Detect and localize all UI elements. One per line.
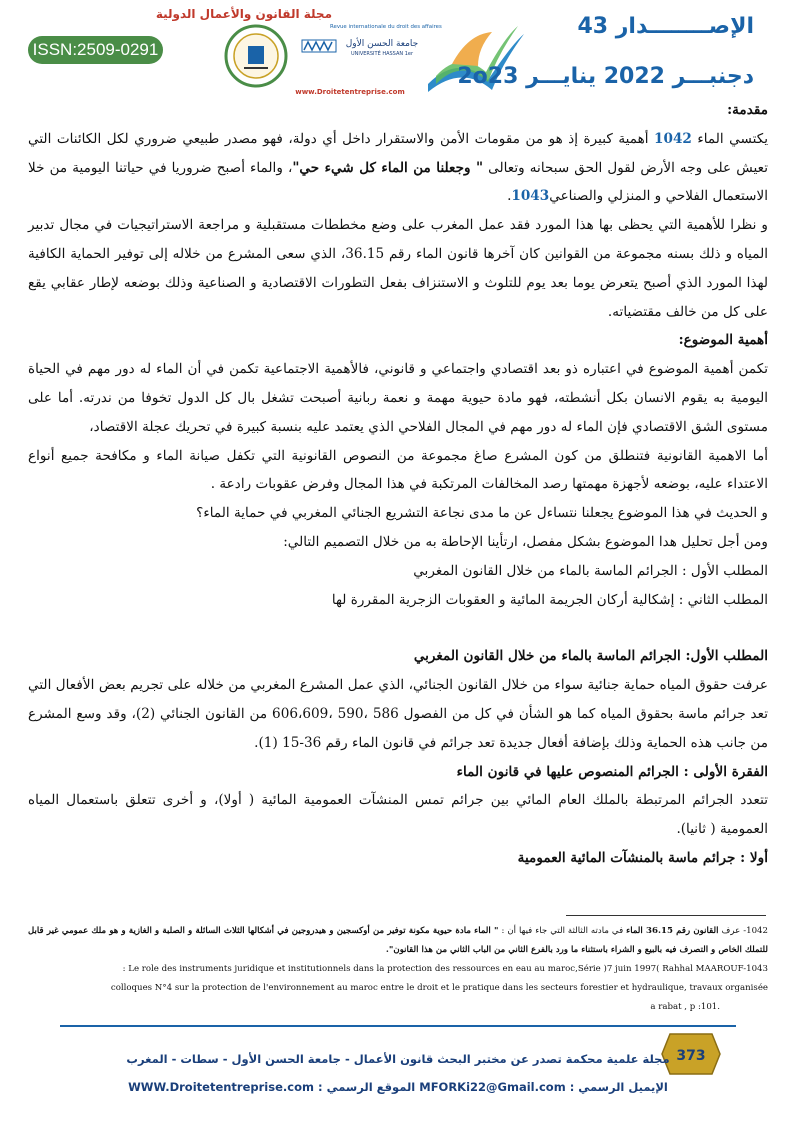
journal-website: www.Droitetentreprise.com: [295, 88, 405, 96]
paragraph-1-text-a: يكتسي الماء: [691, 130, 768, 147]
paragraph-1-text-d: .: [507, 188, 512, 205]
university-name-fr: UNIVERSITÉ HASSAN 1er: [350, 51, 414, 57]
paragraph-7: عرفت حقوق المياه حماية جنائية سواء من خلال القانون الجنائي، الذي عمل المشرع المغربي من خلاله على تجريم بعض الأفعال التي تعد جرائم ماسة بحقوق المياه كما هو الشأن في كل من الفصول 586 ،590 ،606،609 من القانون الجنائي (2)، وقد وسع المشرع من جانب هذه الحماية وذلك بإضافة أفعال جديدة تعد جرائم في قانون الماء رقم 36-15 (1).: [28, 677, 768, 751]
paragraph-1: [28, 125, 768, 211]
section-gap: [28, 614, 768, 642]
issue-date: دجنبـــر 2022 ينايـــر 2o23: [457, 64, 754, 89]
journal-name-fr: Revue internationale du droit des affaires: [330, 24, 442, 30]
importance-heading: أهمية الموضوع:: [678, 332, 768, 349]
first-subheading: أولا : جرائم ماسة بالمنشآت المائية العمومية: [517, 849, 768, 866]
paragraph-2: و نظرا للأهمية التي يحظى بها هذا المورد فقد عمل المغرب على وضع مخططات مستقبلية و مراجعة الاستراتيجيات في مجال تدبير المياه و ذلك بسنه مجموعة من القوانين كان آخرها قانون الماء رقم 36.15، الذي سعى المشرع من خلاله إلى توفير الحماية الكافية لهذا المورد الذي أصبح يتعرض يوما بعد يوم للتلوث و الاستنزاف بفعل التطورات الاقتصادية و الصناعية وذلك بوضعه لإطار عقابي يقع على كل من خالف مقتضياته.: [28, 217, 768, 320]
footer-contact-line: [60, 1073, 736, 1101]
page-number: 373: [676, 1048, 706, 1064]
footnote-ref-1043[interactable]: 1043: [511, 188, 550, 205]
university-name-ar: جامعة الحسن الأول: [345, 39, 419, 49]
footer-site-link[interactable]: WWW.Droitetentreprise.com: [128, 1080, 314, 1094]
paragraph-1-text-b: أهمية كبيرة إذ هو من مقومات الأمن والاستقرار داخل أي دولة، فهو مصدر طبيعي ضروري لكل الكائنات التي تعيش على وجه الأرض لقول الحق سبحانه وتعالى: [28, 130, 768, 176]
paragraph-6: ومن أجل تحليل هدا الموضوع بشكل مفصل، ارتأينا الإحاطة به من خلال التصميم التالي:: [283, 533, 768, 550]
footer-email-link[interactable]: MFORKi22@Gmail.com: [419, 1080, 566, 1094]
journal-name-ar: مجلة القانون والأعمال الدولية: [155, 7, 332, 21]
footer: [60, 1045, 736, 1101]
journal-logo: [155, 4, 526, 108]
footnote-1043-line-3: a rabat , p :101.: [650, 1002, 720, 1012]
issue-title: الإصــــــــدار 43: [577, 14, 754, 39]
footer-divider: [60, 1025, 736, 1027]
paragraph-5: و الحديث في هذا الموضوع يجعلنا نتساءل عن ما مدى نجاعة التشريع الجنائي المغربي في حماية الماء؟: [196, 505, 768, 522]
footnote-1042-quote: " الماء مادة حيوية مكونة توفير من أوكسجين و هيدروجين في أشكالها الثلاث السائلة و الصلبة و الغازية و هو ملك عمومي غير قابل للتملك الخاص و التصرف فيه بالبيع و الشراء باستثناء ما ورد بالفرع الثاني من الباب الثاني من هذا القانون".: [28, 926, 768, 955]
footnote-1042-lead: 1042- عرف: [718, 926, 768, 936]
article-body: [28, 96, 768, 873]
paragraph-4: أما الاهمية القانونية فتنطلق من كون المشرع صاغ مجموعة من النصوص القانونية التي تكفل صيانة الماء و مكافحة جميع أنواع الاعتداء عليه، بوضعه لأجهزة مهمتها رصد المخالفات المرتكبة في هذا المجال وفرض عقوبات رادعة .: [28, 447, 768, 493]
footnote-1042: [28, 922, 768, 960]
footnotes: [28, 922, 768, 1017]
footnote-1043-line-1: : Le role des instruments juridique et institutionnels dans la protection des ressources en eau au maroc,Série )7 juin 1997( Rahhal MAAROUF-1043: [122, 964, 768, 974]
footer-site-label: الموقع الرسمي :: [317, 1080, 416, 1094]
paragraph-1-heading: الفقرة الأولى : الجرائم المنصوص عليها في قانون الماء: [456, 763, 768, 780]
footnote-1042-mid: في مادته الثالثة التي جاء فيها أن :: [498, 926, 627, 936]
journal-seal-icon: [226, 26, 286, 86]
paragraph-1-text-c: ، والماء أصبح ضروريا في حياتنا اليومية من خلا الاستعمال الفلاحي و المنزلي والصناعي: [28, 159, 768, 205]
footnote-1042-law: القانون رقم 36.15 الماء: [626, 926, 719, 936]
paragraph-3: تكمن أهمية الموضوع في اعتباره ذو بعد اقتصادي واجتماعي و قانوني، فالأهمية الاجتماعية تكمن في أن الماء له دور مهم في الحياة اليومية به يقوم الانسان بكل أنشطته، فهو مادة حيوية مهمة و نعمة ربانية أصبحت تشغل بال كل الدول تخوفا من ندرته. أما على مستوى الشق الاقتصادي فإن الماء له دور مهم في المجال الفلاحي الذي يعتمد عليه بنسبة كبيرة في تحريك عجلة الاقتصاد،: [28, 361, 768, 435]
section-1-heading: المطلب الأول: الجرائم الماسة بالماء من خلال القانون المغربي: [413, 648, 768, 665]
quran-quote: " وجعلنا من الماء كل شيء حي": [292, 159, 484, 176]
footnote-ref-1042[interactable]: 1042: [654, 130, 692, 147]
footnote-divider: [566, 915, 766, 916]
footer-journal-line: مجلة علمية محكمة تصدر عن مختبر البحث قانون الأعمال - جامعة الحسن الأول - سطات - المغرب: [126, 1052, 670, 1066]
intro-heading: مقدمة:: [727, 102, 768, 118]
plan-item-1: المطلب الأول : الجرائم الماسة بالماء من خلال القانون المغربي: [413, 562, 768, 579]
issn-badge: [28, 36, 163, 64]
paragraph-8: تتعدد الجرائم المرتبطة بالملك العام المائي بين جرائم تمس المنشآت العمومية المائية ( أولا)، و أخرى تتعلق باستعمال المياه العمومية ( ثانيا).: [28, 792, 768, 838]
footnote-1043-line-2: colloques N°4 sur la protection de l'environnement au maroc entre le droit et le pratique dans les secteurs forestier et hydraulique, travaux organisée: [110, 983, 768, 993]
issn-text: ISSN:2509-0291: [32, 40, 159, 59]
university-logo-icon: [302, 40, 336, 52]
footer-email-label: الإيميل الرسمي :: [569, 1080, 668, 1094]
plan-item-2: المطلب الثاني : إشكالية أركان الجريمة المائية و العقوبات الزجرية المقررة لها: [331, 591, 768, 608]
